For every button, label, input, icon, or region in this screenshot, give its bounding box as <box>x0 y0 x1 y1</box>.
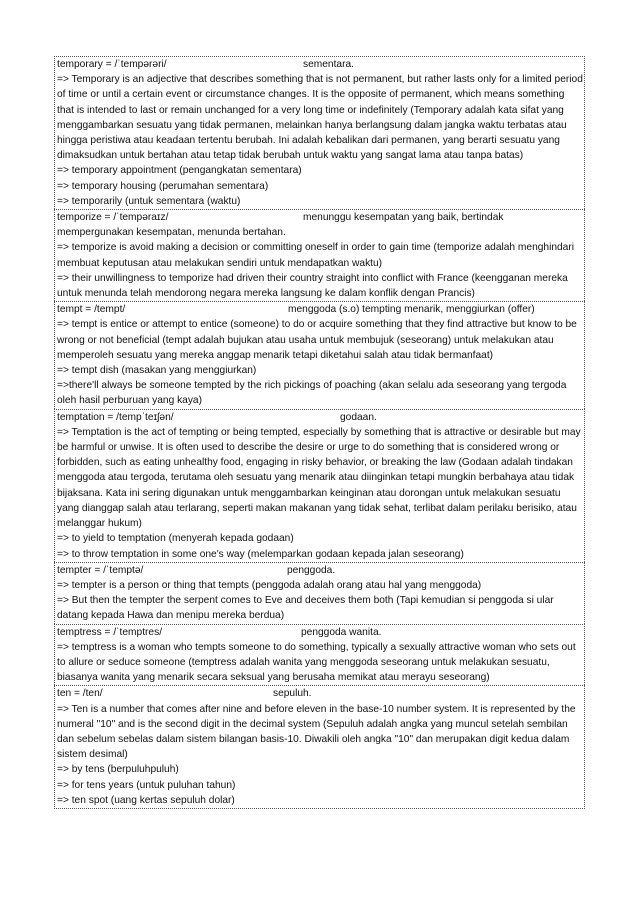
headword: tempter = /ˈtemptə/ <box>57 564 144 576</box>
meaning: penggoda wanita. <box>301 626 382 638</box>
entry-tempt <box>54 301 585 408</box>
entry-temptress <box>54 624 585 686</box>
example-line: => temporary housing (perumahan sementara) <box>57 180 269 192</box>
entry-tempter <box>54 562 585 624</box>
meaning: menunggu kesempatan yang baik, bertindak <box>303 212 504 224</box>
entry-headline <box>57 625 583 640</box>
headword: temporary = /ˈtempərəri/ <box>57 59 167 70</box>
entry-headline <box>57 210 583 225</box>
entry-temporary <box>54 56 585 209</box>
definition-line: => temptress is a woman who tempts someone to do something, typically a sexually attractive woman who sets out to allure or seduce someone (temptress adalah wanita yang menggoda seseorang untuk melakukan sesuatu, biasanya wanita yang menarik secara seksual yang berusaha memikat atau merayu seseorang) <box>57 641 576 684</box>
entry-headline <box>57 410 583 425</box>
meaning-continued: mempergunakan kesempatan, menunda bertahan. <box>57 227 286 239</box>
example-line: => for tens years (untuk puluhan tahun) <box>57 779 236 791</box>
definition-line: => temporize is avoid making a decision or committing oneself in order to gain time (temporize adalah menghindari membuat keputusan atau melakukan sendiri untuk mendapatkan waktu) <box>57 242 574 269</box>
example-line: => temporary appointment (pengangkatan sementara) <box>57 165 302 177</box>
headword: temporize = /ˈtempəraɪz/ <box>57 212 169 224</box>
meaning: penggoda. <box>287 564 336 576</box>
example-line: => tempt dish (masakan yang menggiurkan) <box>57 365 257 377</box>
meaning: sepuluh. <box>273 688 312 700</box>
definition-line: => Ten is a number that comes after nine and before eleven in the base-10 number system. It is represented by the numeral "10" and is the second digit in the decimal system (Sepuluh adalah angka yang muncul setelah sembilan dan sebelum sebelas dalam sistem bilangan basis-10. Diwakili oleh angka "10" dan merupakan digit kedua dalam sistem desimal) <box>57 703 576 761</box>
definition-line: => tempter is a person or thing that tempts (penggoda adalah orang atau hal yang menggoda) <box>57 579 482 591</box>
example-line: => their unwillingness to temporize had driven their country straight into conflict with France (keengganan mereka untuk menunda telah mendorong negara mereka langsung ke dalam konflik dengan Prancis) <box>57 272 568 300</box>
headword: tempt = /tempt/ <box>57 304 126 316</box>
entry-headline <box>57 686 583 701</box>
headword: ten = /ten/ <box>57 688 103 700</box>
meaning: sementara. <box>303 59 354 70</box>
example-line: =>there'll always be someone tempted by the rich pickings of poaching (akan selalu ada seseorang yang tergoda oleh hasil perburuan yang kaya) <box>57 380 567 407</box>
dictionary-document <box>54 56 585 809</box>
definition-line: => Temporary is an adjective that describes something that is not permanent, but rather lasts only for a limited period of time or until a certain event or circumstance changes. It is the opposite of permanent, which means something that is intended to last or remain unchanged for a very long time or indefinitely (Temporary adalah kata sifat yang menggambarkan sesuatu yang tidak permanen, melainkan hanya berlangsung dalam jangka waktu terbatas atau hingga peristiwa atau keadaan tertentu berubah. Ini adalah kebalikan dari permanen, yang berarti sesuatu yang dimaksudkan untuk bertahan atau tetap tidak berubah untuk waktu yang sangat lama atau tanpa batas) <box>57 74 583 162</box>
meaning: menggoda (s.o) tempting menarik, menggiurkan (offer) <box>288 304 535 316</box>
headword: temptress = /ˈtemptres/ <box>57 626 163 638</box>
entry-headline <box>57 57 583 72</box>
entry-temptation <box>54 409 585 562</box>
definition-line: => Temptation is the act of tempting or being tempted, especially by something that is attractive or desirable but may be harmful or unwise. It is often used to describe the desire or urge to do something that is considered wrong or forbidden, such as eating unhealthy food, engaging in risky behavior, or breaking the law (Godaan adalah tindakan menggoda atau tergoda, terutama oleh sesuatu yang menarik atau diinginkan tetapi mungkin berbahaya atau tidak bijaksana. Kata ini sering digunakan untuk menggambarkan keinginan atau dorongan untuk melakukan sesuatu yang dianggap salah atau terlarang, seperti makan makanan yang tidak sehat, terlibat dalam perilaku berisiko, atau melanggar hukum) <box>57 426 581 530</box>
example-line: => to yield to temptation (menyerah kepada godaan) <box>57 533 294 545</box>
meaning: godaan. <box>340 411 377 423</box>
headword: temptation = /tempˈteɪʃən/ <box>57 411 174 423</box>
example-line: => But then the tempter the serpent comes to Eve and deceives them both (Tapi kemudian si penggoda si ular datang kepada Hawa dan menipu mereka berdua) <box>57 595 554 622</box>
example-line: => by tens (berpuluhpuluh) <box>57 764 179 776</box>
definition-line: => tempt is entice or attempt to entice (someone) to do or acquire something that they find attractive but know to be wrong or not beneficial (tempt adalah bujukan atau usaha untuk membujuk (seseorang) untuk melakukan atau memperoleh sesuatu yang mereka anggap menarik tetapi diketahui salah atau tidak bermanfaat) <box>57 319 577 361</box>
example-line: => temporarily (untuk sementara (waktu) <box>57 195 241 207</box>
entry-ten <box>54 685 585 809</box>
entry-temporize <box>54 209 585 301</box>
entry-headline <box>57 563 583 578</box>
entry-headline <box>57 302 583 317</box>
example-line: => ten spot (uang kertas sepuluh dolar) <box>57 794 235 806</box>
example-line: => to throw temptation in some one's way (melemparkan godaan kepada jalan seseorang) <box>57 548 464 560</box>
